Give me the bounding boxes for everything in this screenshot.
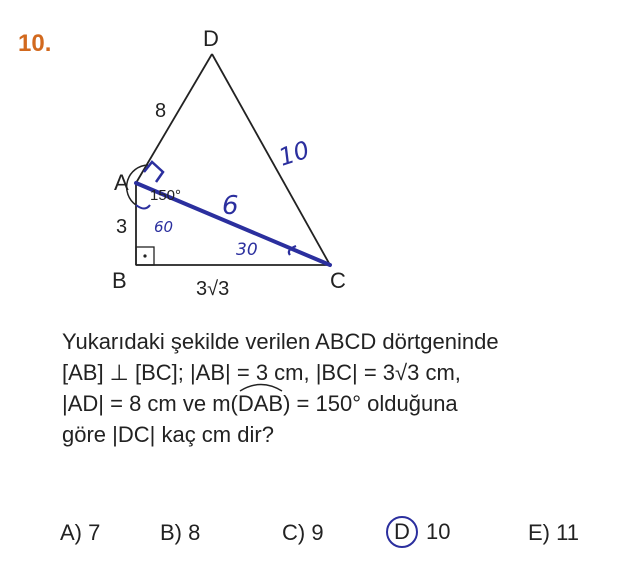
question-line-2: [AB] ⊥ [BC]; |AB| = 3 cm, |BC| = 3√3 cm, — [62, 360, 461, 385]
question-text — [62, 326, 622, 450]
option-d[interactable] — [386, 516, 450, 548]
angle-dab — [238, 388, 283, 419]
question-line-3-b: ) = 150° olduğuna — [283, 391, 458, 416]
hand-label-ac: 6 — [222, 191, 239, 221]
option-c[interactable] — [282, 520, 324, 546]
hand-label-angle-a: 60 — [154, 218, 174, 236]
option-a[interactable] — [60, 520, 100, 546]
question-line-3-a: |AD| = 8 cm ve m( — [62, 391, 238, 416]
point-label-b: B — [112, 268, 127, 293]
point-label-c: C — [330, 268, 346, 293]
option-d-circled-letter: D — [386, 516, 418, 548]
option-e-letter: E) — [528, 520, 550, 545]
point-label-d: D — [203, 26, 219, 51]
option-b-letter: B) — [160, 520, 182, 545]
option-d-value: 10 — [426, 519, 451, 544]
answer-options — [60, 520, 620, 556]
question-line-3 — [62, 388, 622, 419]
hand-label-dc: 10 — [275, 135, 313, 172]
length-label-ad: 8 — [155, 100, 167, 122]
option-e[interactable] — [528, 520, 579, 546]
question-line-4: göre |DC| kaç cm dir? — [62, 422, 274, 447]
option-a-letter: A) — [60, 520, 82, 545]
side-ad — [136, 54, 212, 183]
question-number: 10. — [18, 30, 52, 57]
hand-arc-a — [136, 205, 150, 209]
point-label-a: A — [114, 170, 129, 195]
option-b-value: 8 — [188, 520, 201, 545]
option-b[interactable] — [160, 520, 200, 546]
length-label-ab: 3 — [116, 216, 128, 238]
angle-dab-text: DAB — [237, 391, 284, 416]
side-dc — [212, 54, 330, 265]
option-c-value: 9 — [311, 520, 324, 545]
angle-label-a: 150° — [150, 187, 182, 204]
option-c-letter: C) — [282, 520, 306, 545]
question-line-1: Yukarıdaki şekilde verilen ABCD dörtgeninde — [62, 329, 499, 354]
option-a-value: 7 — [88, 520, 101, 545]
angle-hat — [238, 382, 284, 392]
option-e-value: 11 — [556, 520, 579, 545]
hand-label-angle-c: 30 — [236, 240, 258, 260]
length-label-bc: 3√3 — [196, 278, 230, 300]
right-angle-dot — [143, 254, 146, 257]
